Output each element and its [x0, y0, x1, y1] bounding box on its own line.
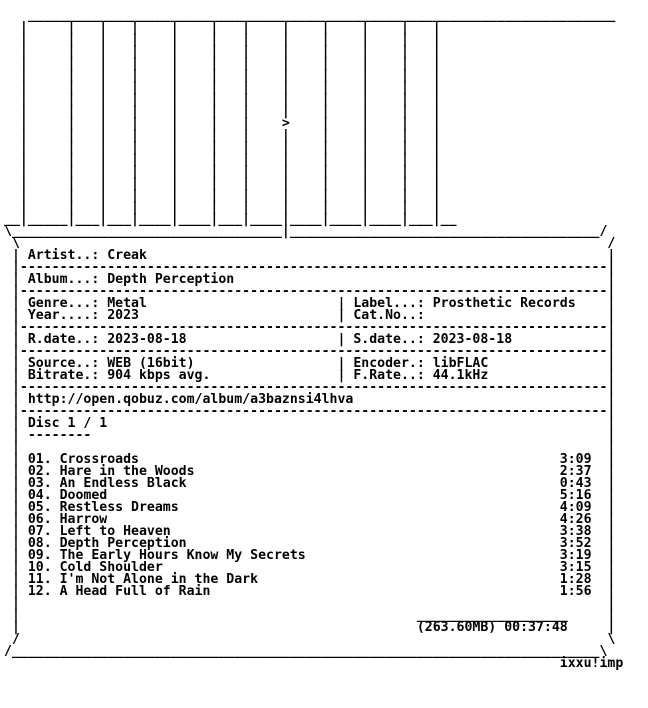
nfo-line: | |	[4, 440, 616, 455]
nfo-line: | 10. Cold Shoulder 3:15 |	[4, 560, 616, 575]
nfo-line: | | | | | | | | | | | |	[4, 92, 441, 107]
nfo-line: __|_____|___|___|____|____|___|____|____|____|____|___|__	[4, 212, 457, 227]
nfo-line: | | | | | | | | | | | |	[4, 20, 441, 35]
nfo-line: | | | | | | | | | | | |	[4, 32, 441, 47]
nfo-line: | |	[4, 596, 616, 611]
nfo-line: | 02. Hare in the Woods 2:37 |	[4, 464, 616, 479]
nfo-line: | | | | | | | | | | | |	[4, 140, 441, 155]
nfo-line: / \	[4, 632, 616, 647]
nfo-line: | Year....: 2023 | Cat.No..: |	[4, 308, 616, 323]
nfo-line: | | | | | | | | | | | |	[4, 200, 441, 215]
nfo-line: __________________________________________________________________________	[4, 8, 616, 23]
nfo-line: | ___________________ |	[4, 608, 616, 623]
nfo-line: | | | | | | | | | | | |	[4, 80, 441, 95]
nfo-line: /__________________________________________________________________________\	[4, 644, 608, 659]
nfo-line: | Disc 1 / 1 |	[4, 416, 616, 431]
nfo-line: ixxu!imp	[4, 656, 624, 671]
nfo-line: |--------------------------------------------------------------------------|	[4, 320, 616, 335]
nfo-line: | | | | | | | | | | | |	[4, 188, 441, 203]
nfo-line: | (263.60MB) 00:37:48 |	[4, 620, 616, 635]
nfo-line: | 11. I'm Not Alone in the Dark 1:28 |	[4, 572, 616, 587]
nfo-line: | 05. Restless Dreams 4:09 |	[4, 500, 616, 515]
nfo-line: |--------------------------------------------------------------------------|	[4, 284, 616, 299]
nfo-line: | -------- |	[4, 428, 616, 443]
nfo-line: |--------------------------------------------------------------------------|	[4, 260, 616, 275]
nfo-line: | Album...: Depth Perception |	[4, 272, 616, 287]
nfo-line: | | | | | | | | | | | |	[4, 152, 441, 167]
nfo-line: | R.date..: 2023-08-18 | S.date..: 2023-08-18 |	[4, 332, 616, 347]
nfo-line: | 01. Crossroads 3:09 |	[4, 452, 616, 467]
nfo-line: \ /	[4, 236, 616, 251]
nfo-line: |--------------------------------------------------------------------------|	[4, 344, 616, 359]
nfo-line: |--------------------------------------------------------------------------|	[4, 404, 616, 419]
nfo-line: | | | | | | | | | | | |	[4, 56, 441, 71]
nfo-line: | | | | | | | > | | | |	[4, 116, 441, 131]
nfo-line: | | | | | | | | | | | |	[4, 68, 441, 83]
nfo-line: | Genre...: Metal | Label...: Prosthetic Records |	[4, 296, 616, 311]
nfo-line: | Bitrate.: 904 kbps avg. | F.Rate..: 44.1kHz |	[4, 368, 616, 383]
nfo-line: | | | | | | | | | | | |	[4, 104, 441, 119]
nfo-line: | | | | | | | | | | | |	[4, 164, 441, 179]
nfo-line: | 09. The Early Hours Know My Secrets 3:19 |	[4, 548, 616, 563]
nfo-line: | | | | | | | | | | | |	[4, 44, 441, 59]
nfo-line: | 06. Harrow 4:26 |	[4, 512, 616, 527]
nfo-line: |--------------------------------------------------------------------------|	[4, 380, 616, 395]
nfo-line: | 03. An Endless Black 0:43 |	[4, 476, 616, 491]
nfo-line: \__________________________________|_______________________________________/	[4, 224, 608, 239]
nfo-line: | | | | | | | | | | | |	[4, 176, 441, 191]
nfo-line: | 04. Doomed 5:16 |	[4, 488, 616, 503]
nfo-line: | | | | | | | | | | | |	[4, 128, 441, 143]
nfo-line: | 07. Left to Heaven 3:38 |	[4, 524, 616, 539]
nfo-line: | Source..: WEB (16bit) | Encoder.: libFLAC |	[4, 356, 616, 371]
nfo-line: | Artist..: Creak |	[4, 248, 616, 263]
nfo-line: | 08. Depth Perception 3:52 |	[4, 536, 616, 551]
nfo-line: | http://open.qobuz.com/album/a3baznsi4lhva |	[4, 392, 616, 407]
nfo-line: | 12. A Head Full of Rain 1:56 |	[4, 584, 616, 599]
nfo-text-art	[4, 10, 623, 670]
